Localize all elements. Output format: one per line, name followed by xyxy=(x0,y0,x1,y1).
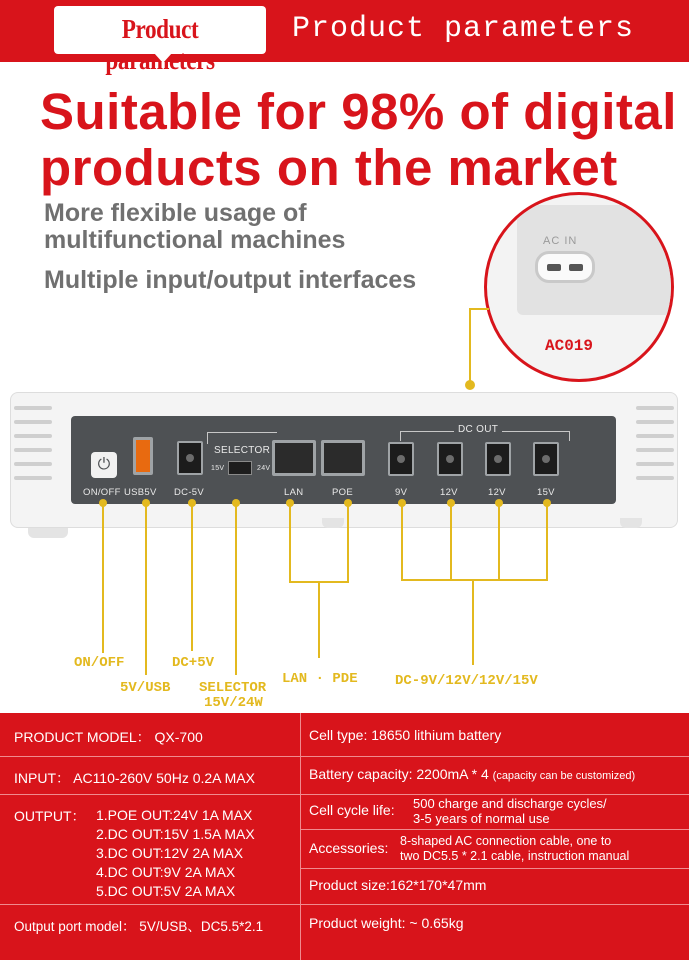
vent-left xyxy=(14,448,52,452)
spec-output-line: 1.POE OUT:24V 1A MAX xyxy=(96,807,253,823)
spec-accessories-line: two DC5.5 * 2.1 cable, instruction manual xyxy=(400,849,630,863)
connector-usb xyxy=(145,503,147,675)
label-poe: POE xyxy=(332,487,353,498)
subtitle-line-1: More flexible usage of xyxy=(44,199,307,227)
caption-usb: 5V/USB xyxy=(120,680,171,696)
spec-output-line: 4.DC OUT:9V 2A MAX xyxy=(96,864,236,880)
callout-label: AC019 xyxy=(545,337,594,355)
vent-right xyxy=(636,476,674,480)
header-tab-label: Product parameters xyxy=(105,14,215,75)
connector-dc-drop xyxy=(472,579,474,665)
connector-selector xyxy=(235,503,237,675)
connector-12v-b xyxy=(498,503,500,581)
spec-table xyxy=(0,713,689,960)
spec-output-line: 5.DC OUT:5V 2A MAX xyxy=(96,883,236,899)
spec-cycle-line: 3-5 years of normal use xyxy=(413,811,550,826)
vent-left xyxy=(14,462,52,466)
connector-dc5 xyxy=(191,503,193,651)
label-lan: LAN xyxy=(284,487,304,498)
callout-dot xyxy=(465,380,475,390)
selector-bracket xyxy=(207,432,277,444)
connector-lan-poe-drop xyxy=(318,581,320,658)
spec-output-line: 3.DC OUT:12V 2A MAX xyxy=(96,845,244,861)
poe-port[interactable] xyxy=(321,440,365,476)
caption-lan-poe: LAN · PDE xyxy=(282,671,358,687)
vent-left xyxy=(14,406,52,410)
ac-socket-icon xyxy=(535,251,595,283)
label-onoff: ON/OFF xyxy=(83,487,121,498)
lan-port[interactable] xyxy=(272,440,316,476)
header-title: Product parameters xyxy=(292,12,635,46)
connector-poe xyxy=(347,503,349,583)
dc-9v-port[interactable] xyxy=(388,442,414,476)
vent-left xyxy=(14,434,52,438)
vent-left xyxy=(14,476,52,480)
subtitle-block xyxy=(44,200,345,254)
power-icon: ⏻ xyxy=(97,456,111,473)
caption-onoff: ON/OFF xyxy=(74,655,125,671)
spec-cycle-label: Cell cycle life: xyxy=(309,802,395,818)
label-9v: 9V xyxy=(395,487,408,498)
connector-15v xyxy=(546,503,548,581)
usb-port[interactable] xyxy=(133,437,153,475)
headline-line-2: products on the market xyxy=(40,139,618,196)
table-row-line xyxy=(300,829,689,830)
vent-right xyxy=(636,434,674,438)
table-row-line xyxy=(0,904,689,905)
connector-lan xyxy=(289,503,291,583)
spec-cycle-line: 500 charge and discharge cycles/ xyxy=(413,796,607,811)
power-button[interactable] xyxy=(91,452,117,478)
vent-right xyxy=(636,406,674,410)
caption-dc5: DC+5V xyxy=(172,655,215,671)
label-15v: 15V xyxy=(537,487,555,498)
table-row-line xyxy=(0,756,689,757)
callout-connector-h xyxy=(469,308,489,310)
device-foot xyxy=(322,518,344,528)
spec-model: PRODUCT MODEL： QX-700 xyxy=(14,729,203,745)
spec-input: INPUT： AC110-260V 50Hz 0.2A MAX xyxy=(14,770,255,786)
vent-right xyxy=(636,462,674,466)
selector-15v-label: 15V xyxy=(211,465,225,472)
caption-selector-value: 15V/24W xyxy=(204,695,263,711)
callout-ac-in-text: AC IN xyxy=(543,235,578,247)
vent-left xyxy=(14,420,52,424)
spec-capacity-note: (capacity can be customized) xyxy=(492,770,636,782)
spec-accessories-value xyxy=(400,834,629,864)
ac-inlet-callout xyxy=(484,192,674,382)
headline-line-1: Suitable for 98% of digital xyxy=(40,83,677,140)
label-dc5v: DC-5V xyxy=(174,487,205,498)
connector-onoff xyxy=(102,503,104,653)
selector-switch[interactable] xyxy=(228,461,252,475)
vent-right xyxy=(636,448,674,452)
spec-capacity-value: Battery capacity: 2200mA * 4 xyxy=(309,766,489,782)
label-12v-a: 12V xyxy=(440,487,458,498)
spec-output-list xyxy=(96,806,255,901)
spec-capacity xyxy=(309,766,635,782)
dc-15v-port[interactable] xyxy=(533,442,559,476)
spec-size: Product size:162*170*47mm xyxy=(309,877,487,893)
spec-accessories-label: Accessories: xyxy=(309,840,389,856)
connector-dc-join xyxy=(401,579,548,581)
table-divider xyxy=(300,713,301,960)
dc-out-title: DC OUT xyxy=(454,424,502,435)
caption-dc-out: DC-9V/12V/12V/15V xyxy=(395,673,538,689)
vent-right xyxy=(636,420,674,424)
connector-9v xyxy=(401,503,403,581)
spec-output-label: OUTPUT： xyxy=(14,808,86,824)
dc-12v-port[interactable] xyxy=(485,442,511,476)
dc-12v-port[interactable] xyxy=(437,442,463,476)
subtitle-line-3: Multiple input/output interfaces xyxy=(44,266,417,294)
label-12v-b: 12V xyxy=(488,487,506,498)
table-row-line xyxy=(0,794,689,795)
device-foot xyxy=(28,528,68,538)
header-bar xyxy=(0,0,689,75)
selector-title: SELECTOR xyxy=(214,445,271,456)
header-tab xyxy=(54,6,266,75)
caption-selector: SELECTOR xyxy=(199,680,267,696)
spec-cell-type: Cell type: 18650 lithium battery xyxy=(309,727,502,743)
selector-24v-label: 24V xyxy=(257,465,271,472)
device-foot xyxy=(620,518,642,528)
spec-accessories-line: 8-shaped AC connection cable, one to xyxy=(400,834,612,848)
subtitle-line-2: multifunctional machines xyxy=(44,226,346,254)
dc5v-port[interactable] xyxy=(177,441,203,475)
callout-connector xyxy=(469,308,471,386)
spec-cycle-value xyxy=(413,796,607,826)
spec-weight: Product weight: ~ 0.65kg xyxy=(309,915,464,931)
spec-port-model: Output port model： 5V/USB、DC5.5*2.1 xyxy=(14,919,264,934)
spec-output-line: 2.DC OUT:15V 1.5A MAX xyxy=(96,826,255,842)
connector-12v-a xyxy=(450,503,452,581)
label-usb: USB5V xyxy=(124,487,157,498)
table-row-line xyxy=(300,868,689,869)
headline xyxy=(40,84,677,196)
